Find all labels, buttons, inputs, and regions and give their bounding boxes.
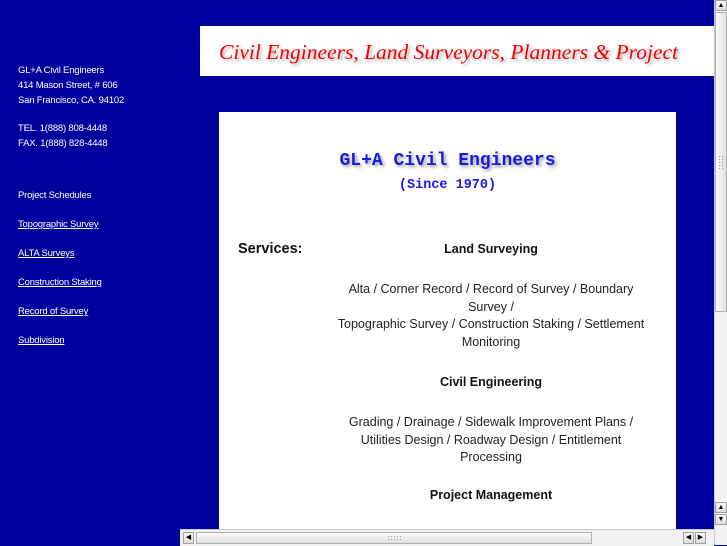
service-line: Survey / xyxy=(468,299,514,314)
service-line: Grading / Drainage / Sidewalk Improvement Plans / xyxy=(348,415,634,429)
service-heading: Project Management xyxy=(429,488,553,502)
service-line: Monitoring xyxy=(461,334,521,349)
address-line-1: 414 Mason Street, # 606 xyxy=(18,80,118,91)
services-label: Services: xyxy=(238,241,303,257)
company-name: GL+A Civil Engineers xyxy=(18,65,105,76)
service-description xyxy=(323,414,659,467)
service-land-surveying xyxy=(323,242,659,351)
sidebar-contact xyxy=(18,63,188,151)
service-heading: Land Surveying xyxy=(444,242,538,256)
header-banner xyxy=(200,26,715,76)
nav-link-subdivision[interactable]: Subdivision xyxy=(18,335,65,346)
main-content xyxy=(219,112,676,533)
scroll-down-arrow-icon[interactable]: ▼ xyxy=(715,514,727,525)
page-subtitle: (Since 1970) xyxy=(398,178,497,193)
nav-link-topographic-survey[interactable]: Topographic Survey xyxy=(18,219,99,230)
address-line-2: San Francisco, CA. 94102 xyxy=(18,95,125,106)
service-line: Utilities Design / Roadway Design / Entitlement xyxy=(360,432,622,447)
scroll-left-arrow-icon[interactable]: ◀ xyxy=(183,532,194,544)
grip-icon xyxy=(387,535,401,542)
service-heading: Civil Engineering xyxy=(439,375,543,389)
vertical-scrollbar[interactable] xyxy=(714,0,727,545)
service-line: Processing xyxy=(460,450,522,464)
vertical-scroll-thumb[interactable] xyxy=(715,12,727,312)
service-description xyxy=(323,281,659,351)
scroll-left-arrow-icon-right[interactable]: ◀ xyxy=(683,532,694,544)
horizontal-scrollbar[interactable] xyxy=(180,529,714,546)
page-title: GL+A Civil Engineers xyxy=(339,151,556,171)
scroll-up-arrow-icon-lower[interactable]: ▲ xyxy=(715,502,727,513)
fax: FAX. 1(888) 828-4448 xyxy=(18,138,108,149)
grip-icon xyxy=(718,155,725,169)
service-line: Alta / Corner Record / Record of Survey / Boundary xyxy=(348,282,634,296)
banner-tagline: Civil Engineers, Land Surveyors, Planners & Project xyxy=(219,40,679,64)
sidebar-nav xyxy=(18,188,102,362)
scroll-right-arrow-icon[interactable]: ▶ xyxy=(695,532,706,544)
horizontal-scroll-thumb[interactable] xyxy=(196,532,592,544)
nav-link-alta-surveys[interactable]: ALTA Surveys xyxy=(18,248,75,259)
nav-link-record-of-survey[interactable]: Record of Survey xyxy=(18,306,89,317)
nav-project-schedules: Project Schedules xyxy=(18,190,92,201)
nav-link-construction-staking[interactable]: Construction Staking xyxy=(18,277,102,288)
service-civil-engineering xyxy=(323,375,659,467)
telephone: TEL. 1(888) 808-4448 xyxy=(18,123,107,134)
scroll-up-arrow-icon[interactable]: ▲ xyxy=(715,0,727,11)
service-line: Topographic Survey / Construction Staking / Settlement xyxy=(337,317,645,331)
service-project-management xyxy=(323,488,659,502)
